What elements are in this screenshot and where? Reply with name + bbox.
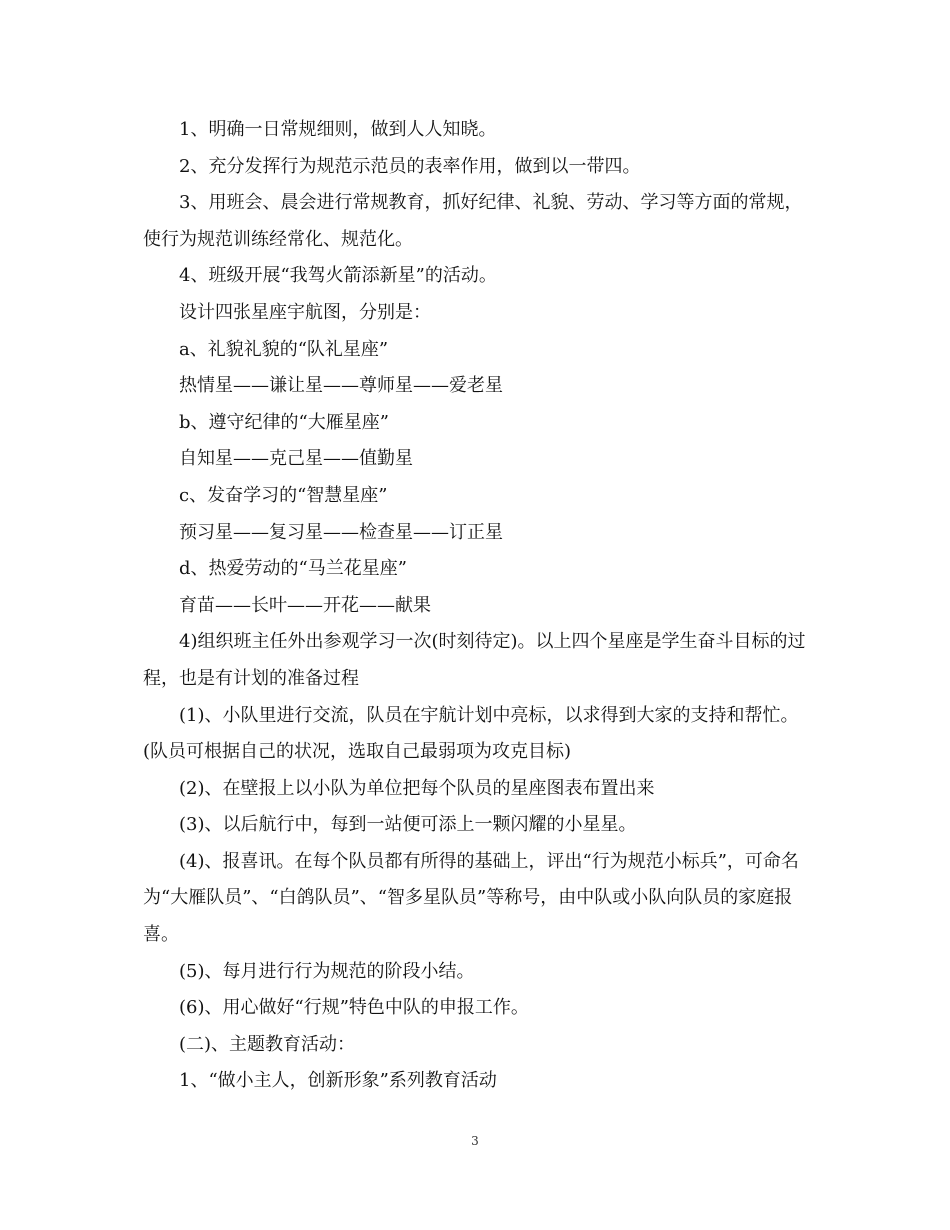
paragraph: 2、充分发挥行为规范示范员的表率作用，做到以一带四。 [179, 155, 641, 177]
paragraph: 3、用班会、晨会进行常规教育，抓好纪律、礼貌、劳动、学习等方面的常规，使行为规范训练经常化、规范化。 [143, 192, 803, 250]
paragraph: 1、明确一日常规细则，做到人人知晓。 [179, 119, 497, 140]
paragraph: (1)、小队里进行交流，队员在宇航计划中亮标，以求得到大家的支持和帮忙。(队员可根据自己的状况，选取自己最弱项为攻克目标) [143, 704, 799, 763]
paragraph: 4)组织班主任外出参观学习一次(时刻待定)。以上四个星座是学生奋斗目标的过程，也是有计划的准备过程 [143, 631, 806, 689]
paragraph: a、礼貌礼貌的“队礼星座” [179, 338, 389, 360]
paragraph: (2)、在壁报上以小队为单位把每个队员的星座图表布置出来 [179, 777, 655, 799]
paragraph: (6)、用心做好“行规”特色中队的申报工作。 [179, 997, 529, 1019]
document-body [143, 112, 813, 1100]
paragraph: (二)、主题教育活动： [179, 1033, 356, 1055]
paragraph: c、发奋学习的“智慧星座” [179, 484, 388, 506]
paragraph: (3)、以后航行中，每到一站便可添上一颗闪耀的小星星。 [179, 814, 637, 836]
paragraph: 预习星——复习星——检查星——订正星 [179, 521, 503, 543]
paragraph: 1、“做小主人，创新形象”系列教育活动 [179, 1070, 497, 1092]
paragraph: (5)、每月进行行为规范的阶段小结。 [179, 960, 475, 982]
paragraph: 4、班级开展“我驾火箭添新星”的活动。 [179, 265, 497, 287]
paragraph: 热情星——谦让星——尊师星——爱老星 [179, 375, 503, 397]
paragraph: d、热爱劳动的“马兰花星座” [179, 558, 407, 580]
paragraph: 育苗——长叶——开花——献果 [179, 594, 431, 616]
page-number: 3 [471, 1134, 479, 1148]
paragraph: 自知星——克己星——值勤星 [179, 448, 413, 470]
paragraph: (4)、报喜讯。在每个队员都有所得的基础上，评出“行为规范小标兵”，可命名为“大雁队员”、“白鸽队员”、“智多星队员”等称号，由中队或小队向队员的家庭报喜。 [143, 850, 799, 946]
paragraph: 设计四张星座宇航图，分别是： [179, 301, 431, 323]
paragraph: b、遵守纪律的“大雁星座” [179, 411, 389, 433]
